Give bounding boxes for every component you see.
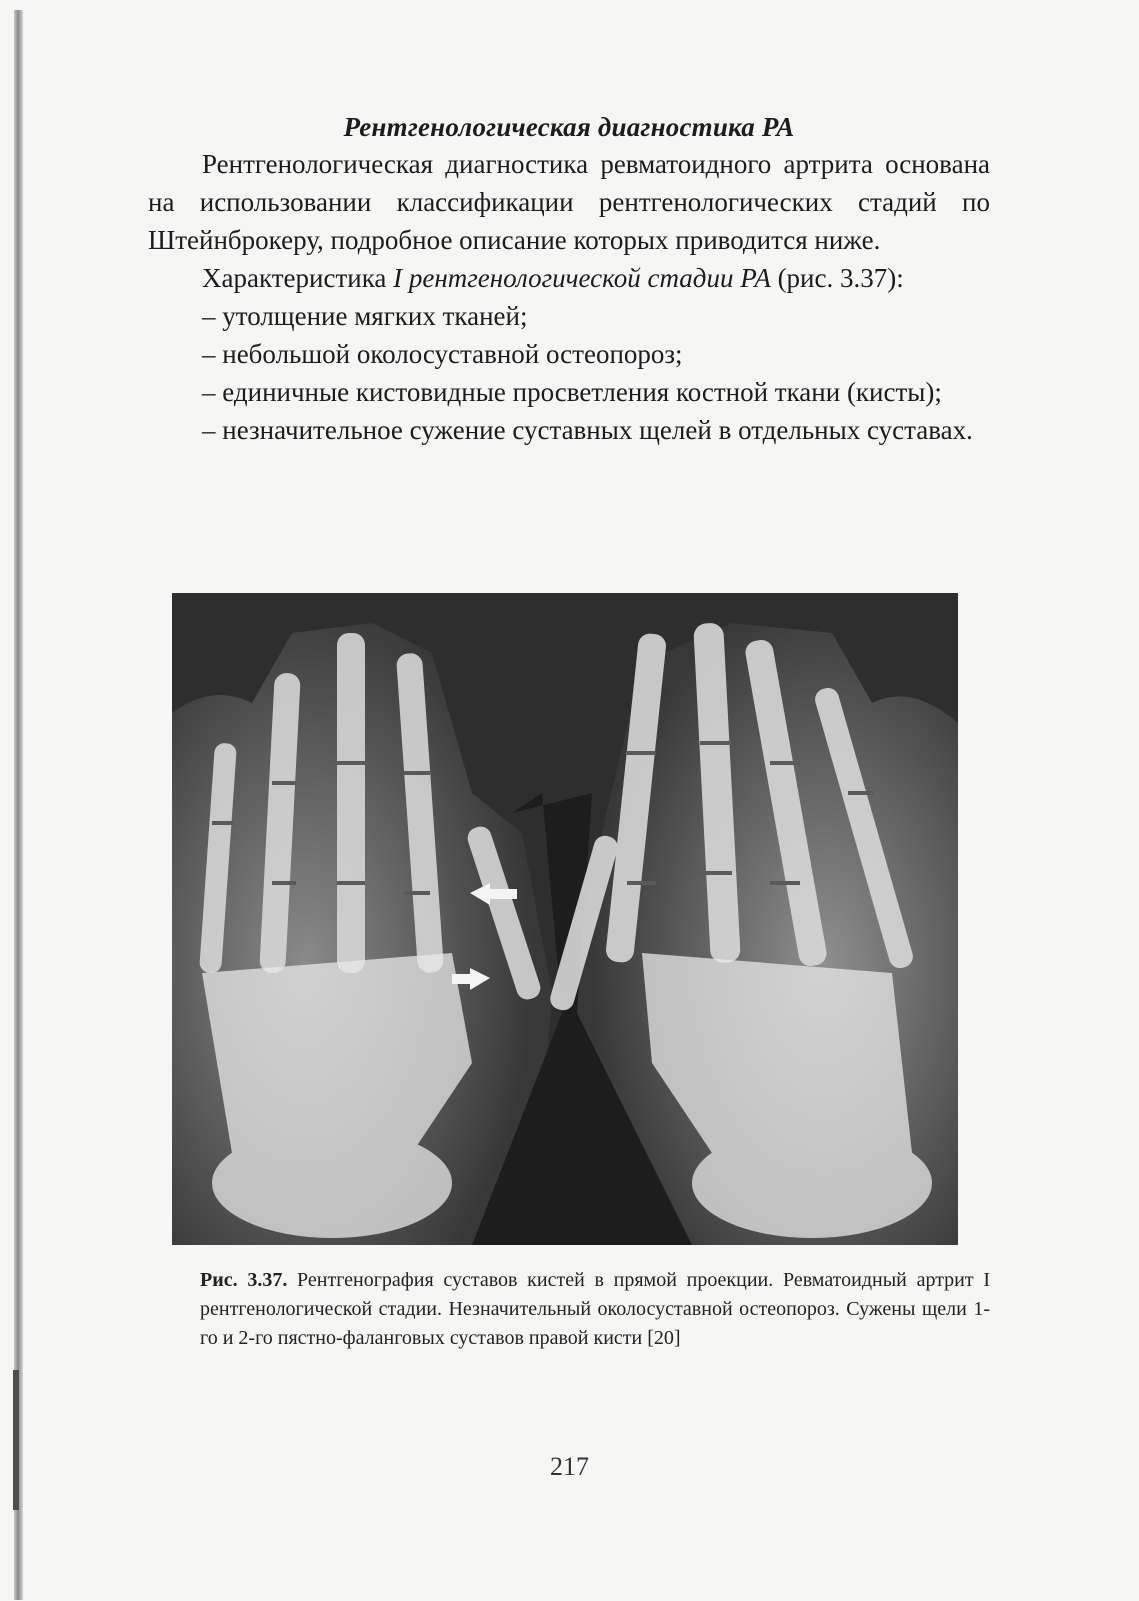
list-item: – утолщение мягких тканей; [202, 301, 528, 331]
list-item: – небольшой околосуставной остеопороз; [202, 339, 683, 369]
list-item: – незначительное сужение суставных щелей в отдельных суставах. [202, 415, 973, 445]
list-item: – единичные кистовидные просветления костной ткани (кисты); [202, 377, 942, 407]
figure-caption [200, 1266, 990, 1353]
xray-image [172, 593, 958, 1245]
stage-characteristic [148, 259, 990, 297]
page-text [148, 112, 990, 449]
page-number: 217 [550, 1452, 589, 1481]
figure-caption-text: Рентгенография суставов кистей в прямой проекции. Ревматоидный артрит I рентгенологической стадии. Незначительный околосуставной остеопороз. Сужены щели 1-го и 2-го пястно-фаланговых суставов правой кисти [20] [200, 1269, 990, 1349]
characteristic-lead: Характеристика [202, 263, 394, 293]
section-title: Рентгенологическая диагностика РА [343, 112, 795, 142]
intro-paragraph: Рентгенологическая диагностика ревматоидного артрита основана на использовании классификации рентгенологических стадий по Штейнброкеру, подробное описание которых приводится ниже. [148, 149, 990, 255]
figure-label: Рис. 3.37. [200, 1269, 288, 1291]
book-spine-shadow [14, 10, 23, 1600]
characteristic-stage: I рентгенологической стадии РА [393, 263, 771, 293]
characteristic-ref: (рис. 3.37): [770, 263, 904, 293]
xray-hands-illustration [172, 593, 958, 1245]
book-spine-dark-mark [13, 1370, 19, 1510]
